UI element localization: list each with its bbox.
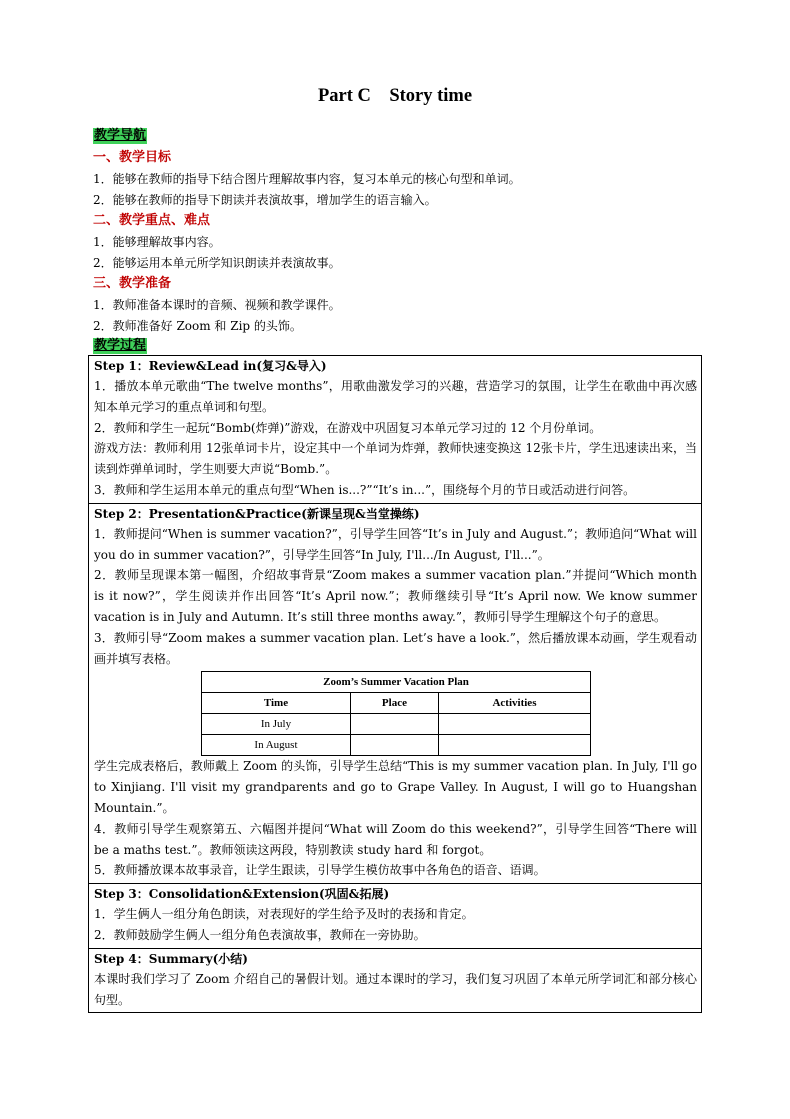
table-cell: In August (202, 735, 351, 756)
vacation-plan-table (201, 671, 591, 756)
step-4 (89, 948, 701, 1013)
keypoint-item: 2．能够运用本单元所学知识朗读并表演故事。 (93, 256, 341, 270)
step-title: Step 3：Consolidation&Extension(巩固&拓展) (94, 887, 390, 902)
table-header: Time (202, 693, 351, 714)
page-title: Part C Story time (317, 86, 473, 106)
table-row (202, 735, 591, 756)
step-paragraph: 游戏方法：教师利用 12张单词卡片，设定其中一个单词为炸弹，教师快速变换这 12张卡片，学生迅速读出来，当读到炸弹单词时，学生则要大声说“Bomb.”。 (94, 441, 697, 477)
step-2 (89, 503, 701, 883)
step-1 (89, 356, 701, 503)
step-paragraph: 1．学生俩人一组分角色朗读，对表现好的学生给予及时的表扬和肯定。 (94, 907, 474, 922)
step-paragraph: 2．教师呈现课本第一幅图，介绍故事背景“Zoom makes a summer vacation plan.”并提问“Which month is it now?”，学生阅读并作出回答“It’s April now.”；教师继续引导“It’s April now. We know summer vacation is in July and Autumn. It’s still three months away.”，教师引导学生理解这个句子的意思。 (94, 568, 697, 624)
keypoint-item: 1．能够理解故事内容。 (93, 235, 221, 249)
section-heading: 三、教学准备 (93, 276, 172, 291)
table-cell (438, 714, 590, 735)
step-paragraph: 1．教师提问“When is summer vacation?”，引导学生回答“It’s in July and August.”；教师追问“What will you do in summer vacation?”，引导学生回答“In July, I'll.../In August, I'll...”。 (94, 526, 697, 562)
table-header: Place (350, 693, 438, 714)
step-paragraph: 4．教师引导学生观察第五、六幅图并提问“What will Zoom do this weekend?”，引导学生回答“There will be a maths test.”。教师领读这两段，特别教读 study hard 和 forgot。 (94, 821, 697, 857)
step-paragraph: 1．播放本单元歌曲“The twelve months”，用歌曲激发学习的兴趣，营造学习的氛围，让学生在歌曲中再次感知本单元学习的重点单词和句型。 (94, 379, 697, 414)
step-paragraph: 学生完成表格后，教师戴上 Zoom 的头饰，引导学生总结“This is my summer vacation plan. In July, I'll go to Xinjiang. I'll visit my grandparents and go to Grape Valley. In August, I will go to Huangshan Mountain.”。 (94, 759, 697, 815)
section-heading: 一、教学目标 (93, 150, 172, 165)
table-cell: In July (202, 714, 351, 735)
objective-item: 2．能够在教师的指导下朗读并表演故事，增加学生的语言输入。 (93, 193, 437, 207)
table-row (202, 714, 591, 735)
step-paragraph: 3．教师引导“Zoom makes a summer vacation plan. Let’s have a look.”，然后播放课本动画，学生观看动画并填写表格。 (94, 630, 697, 666)
step-title: Step 4：Summary(小结) (94, 951, 248, 966)
step-3 (89, 883, 701, 948)
table-header: Activities (438, 693, 590, 714)
step-paragraph: 2．教师鼓励学生俩人一组分角色表演故事，教师在一旁协助。 (94, 927, 426, 942)
step-title: Step 2：Presentation&Practice(新课呈现&当堂操练) (94, 506, 420, 521)
table-cell (350, 714, 438, 735)
guide-label: 教学导航 (94, 128, 147, 143)
table-cell (350, 735, 438, 756)
teaching-process-table (88, 355, 702, 1013)
preparation-item: 2．教师准备好 Zoom 和 Zip 的头饰。 (93, 319, 302, 333)
table-caption: Zoom’s Summer Vacation Plan (202, 672, 591, 693)
table-cell (438, 735, 590, 756)
process-label: 教学过程 (94, 338, 147, 353)
step-paragraph: 3．教师和学生运用本单元的重点句型“When is...?”“It’s in...”，围绕每个月的节日或活动进行问答。 (94, 482, 636, 497)
step-title: Step 1：Review&Lead in(复习&导入) (94, 359, 327, 373)
step-paragraph: 5．教师播放课本故事录音，让学生跟读，引导学生模仿故事中各角色的语音、语调。 (94, 863, 546, 878)
step-paragraph: 本课时我们学习了 Zoom 介绍自己的暑假计划。通过本课时的学习，我们复习巩固了本单元所学词汇和部分核心句型。 (94, 971, 697, 1007)
objective-item: 1．能够在教师的指导下结合图片理解故事内容，复习本单元的核心句型和单词。 (93, 172, 521, 186)
step-paragraph: 2．教师和学生一起玩“Bomb(炸弹)”游戏，在游戏中巩固复习本单元学习过的 12 个月份单词。 (94, 420, 602, 435)
section-heading: 二、教学重点、难点 (93, 213, 211, 228)
preparation-item: 1．教师准备本课时的音频、视频和教学课件。 (93, 298, 341, 312)
vacation-plan-table-wrap (201, 671, 591, 756)
